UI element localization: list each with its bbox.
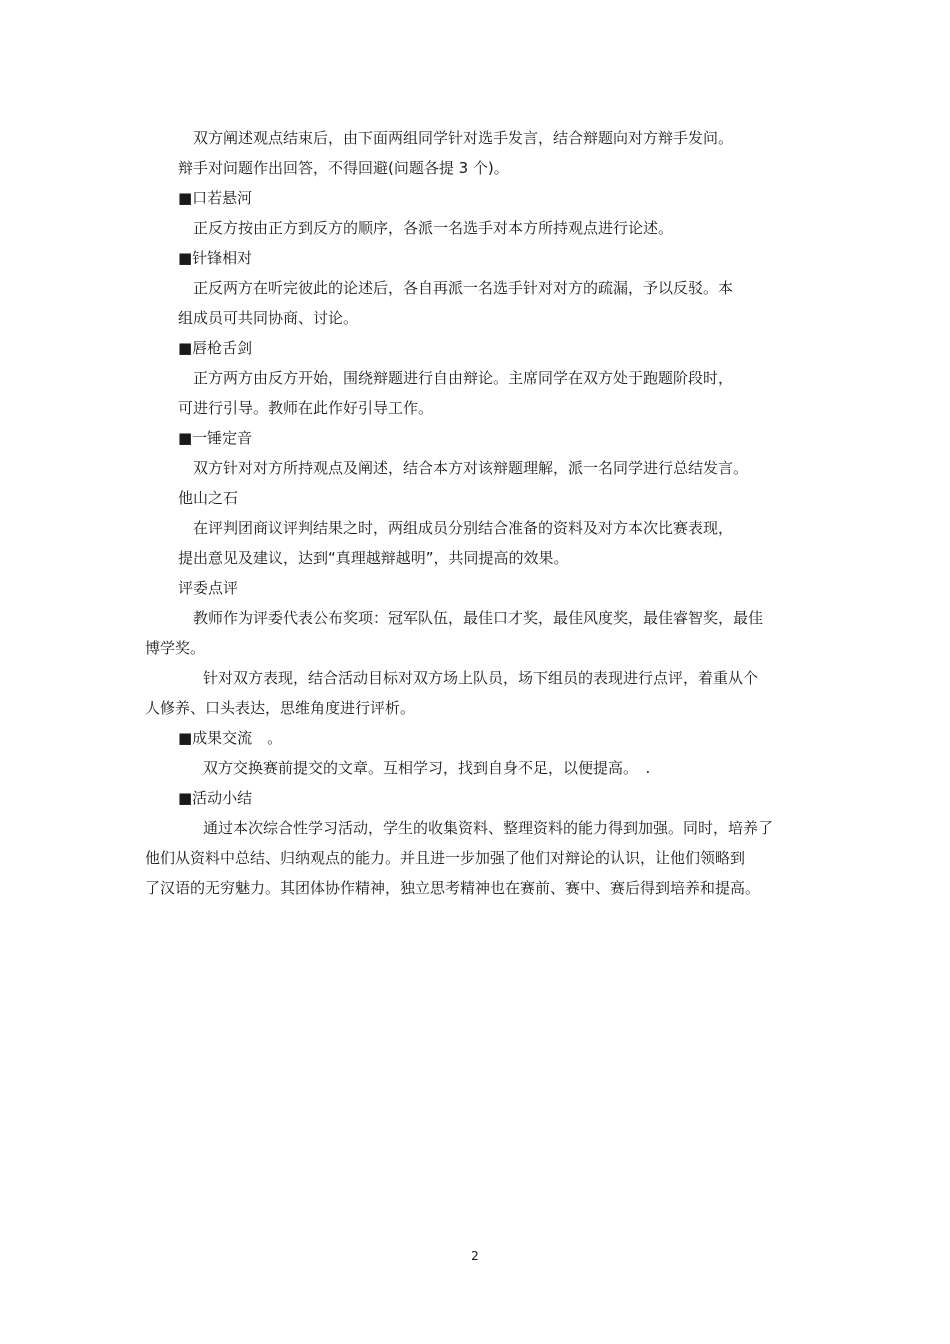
text-line: 辩手对问题作出回答，不得回避(问题各提 3 个)。: [178, 159, 509, 177]
section-heading: 他山之石: [178, 489, 239, 507]
text-line: 组成员可共同协商、讨论。: [178, 309, 359, 327]
section-heading: ■成果交流 。: [178, 729, 283, 747]
text-line: 正反方按由正方到反方的顺序，各派一名选手对本方所持观点进行论述。: [193, 219, 674, 237]
text-line: 正反两方在听完彼此的论述后，各自再派一名选手针对对方的疏漏，予以反驳。本: [193, 279, 734, 297]
text-line: 博学奖。: [145, 639, 206, 657]
text-line: 人修养、口头表达，思维角度进行评析。: [145, 699, 416, 717]
section-heading: ■活动小结: [178, 789, 253, 807]
text-line: 可进行引导。教师在此作好引导工作。: [178, 399, 434, 417]
section-heading: ■一锤定音: [178, 429, 253, 447]
text-line: 提出意见及建议，达到“真理越辩越明”，共同提高的效果。: [178, 549, 569, 567]
text-line: 双方针对对方所持观点及阐述，结合本方对该辩题理解，派一名同学进行总结发言。: [193, 459, 749, 477]
text-line: 他们从资料中总结、归纳观点的能力。并且进一步加强了他们对辩论的认识，让他们领略到: [145, 849, 746, 867]
text-line: 了汉语的无穷魅力。其团体协作精神，独立思考精神也在赛前、赛中、赛后得到培养和提高。: [145, 879, 761, 897]
text-line: 通过本次综合性学习活动，学生的收集资料、整理资料的能力得到加强。同时，培养了: [203, 819, 774, 837]
section-heading: ■针锋相对: [178, 249, 253, 267]
text-line: 教师作为评委代表公布奖项：冠军队伍，最佳口才奖，最佳风度奖，最佳睿智奖，最佳: [193, 609, 764, 627]
text-line: 双方阐述观点结束后，由下面两组同学针对选手发言，结合辩题向对方辩手发问。: [193, 129, 734, 147]
text-line: 在评判团商议评判结果之时，两组成员分别结合准备的资料及对方本次比赛表现，: [193, 519, 734, 537]
page-number: 2: [471, 1249, 479, 1263]
text-line: 双方交换赛前提交的文章。互相学习，找到自身不足，以便提高。 .: [203, 759, 651, 777]
text-line: 针对双方表现，结合活动目标对双方场上队员，场下组员的表现进行点评，着重从个: [203, 669, 759, 687]
section-heading: ■口若悬河: [178, 189, 253, 207]
section-heading: 评委点评: [178, 579, 239, 597]
section-heading: ■唇枪舌剑: [178, 339, 253, 357]
document-body: [145, 123, 813, 903]
text-line: 正方两方由反方开始，围绕辩题进行自由辩论。主席同学在双方处于跑题阶段时，: [193, 369, 734, 387]
